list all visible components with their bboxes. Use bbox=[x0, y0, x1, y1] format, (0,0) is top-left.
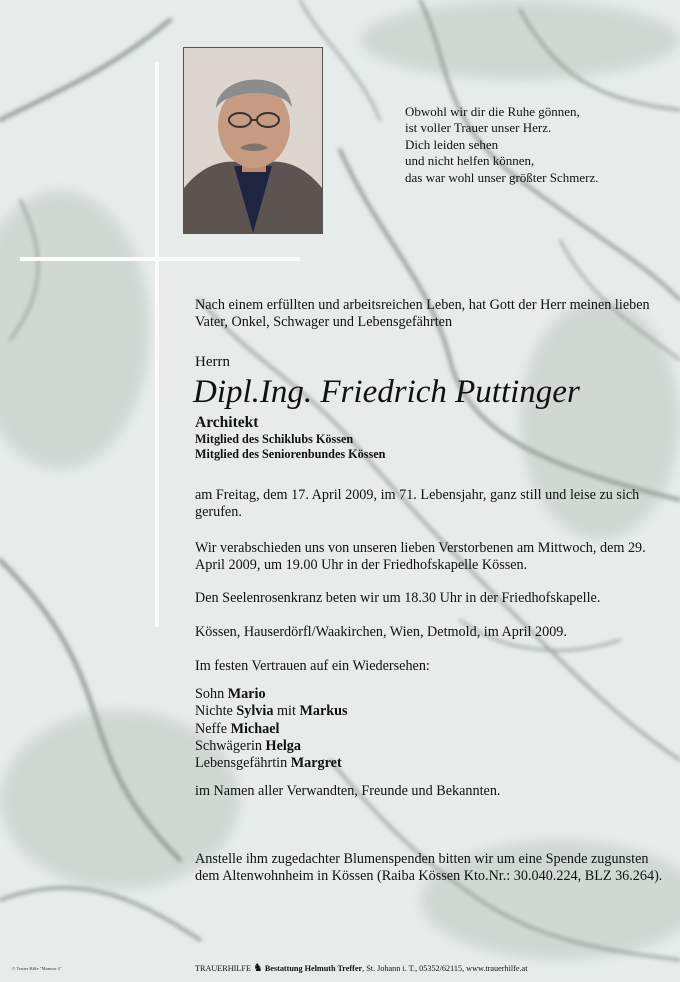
farewell-text: Wir verabschieden uns von unseren lieben Verstorbenen am Mittwoch, dem 29. April 2009, um 19.00 Uhr in der Friedhofskapelle Kössen. bbox=[195, 540, 646, 574]
membership-1: Mitglied des Schiklubs Kössen bbox=[195, 432, 354, 446]
intro-text: Nach einem erfüllten und arbeitsreichen Leben, hat Gott der Herr meinen lieben Vater, Onkel, Schwager und Lebensgefährten bbox=[195, 297, 650, 331]
relation-label: Lebensgefährtin bbox=[195, 755, 288, 772]
footer-company: Bestattung Helmuth Treffer bbox=[264, 964, 363, 973]
poem-line: ist voller Trauer unser Herz. bbox=[405, 120, 552, 136]
conjunction: mit bbox=[276, 703, 296, 720]
poem bbox=[405, 104, 665, 186]
on-behalf-text: im Namen aller Verwandten, Freunde und Bekannten. bbox=[195, 783, 501, 799]
horse-logo-icon: ♞ bbox=[252, 962, 263, 974]
profession: Architekt bbox=[195, 414, 259, 431]
footer-brand: TRAUERHILFE bbox=[195, 964, 251, 973]
family-son bbox=[195, 686, 348, 703]
family-nephew bbox=[195, 721, 348, 738]
family-list bbox=[195, 686, 348, 772]
rosary-text: Den Seelenrosenkranz beten wir um 18.30 Uhr in der Friedhofskapelle. bbox=[195, 590, 601, 606]
relative-name: Michael bbox=[230, 720, 280, 737]
family-sister-in-law bbox=[195, 738, 348, 755]
footer bbox=[195, 961, 527, 974]
relative-name: Sylvia bbox=[236, 703, 274, 720]
places-date: Kössen, Hauserdörfl/Waakirchen, Wien, Detmold, im April 2009. bbox=[195, 624, 567, 640]
cross-vertical-bar bbox=[155, 62, 159, 627]
poem-line: Obwohl wir dir die Ruhe gönnen, bbox=[405, 104, 580, 119]
poem-line: das war wohl unser größter Schmerz. bbox=[405, 169, 599, 185]
death-notice: am Freitag, dem 17. April 2009, im 71. Lebensjahr, ganz still und leise zu sich gerufen. bbox=[195, 487, 640, 521]
trust-text: Im festen Vertrauen auf ein Wiedersehen: bbox=[195, 658, 430, 674]
relation-label: Schwägerin bbox=[195, 737, 262, 754]
salutation: Herrn bbox=[195, 354, 230, 370]
poem-line: und nicht helfen können, bbox=[405, 153, 535, 169]
relative-name: Mario bbox=[227, 686, 266, 702]
deceased-name: Dipl.Ing. Friedrich Puttinger bbox=[193, 374, 580, 410]
donation-text: Anstelle ihm zugedachter Blumenspenden bitten wir um eine Spende zugunsten dem Altenwohnheim in Kössen (Raiba Kössen Kto.Nr.: 30.040.224, BLZ 36.264). bbox=[195, 851, 663, 884]
relative-name: Margret bbox=[290, 755, 342, 772]
family-partner bbox=[195, 755, 348, 772]
membership-2: Mitglied des Seniorenbundes Kössen bbox=[195, 447, 386, 461]
family-niece bbox=[195, 703, 348, 720]
portrait-photo bbox=[183, 47, 323, 234]
cross-horizontal-bar bbox=[20, 257, 300, 261]
poem-line: Dich leiden sehen bbox=[405, 136, 499, 152]
relation-label: Sohn bbox=[195, 686, 225, 702]
relation-label: Nichte bbox=[195, 703, 233, 720]
relation-label: Neffe bbox=[195, 720, 228, 737]
copyright-note: © Trauer Hilfe "Marmor 4" bbox=[12, 966, 62, 971]
relative-name: Markus bbox=[299, 703, 348, 720]
relative-name: Helga bbox=[265, 737, 301, 754]
footer-address: , St. Johann i. T., 05352/62115, www.trauerhilfe.at bbox=[362, 964, 528, 973]
